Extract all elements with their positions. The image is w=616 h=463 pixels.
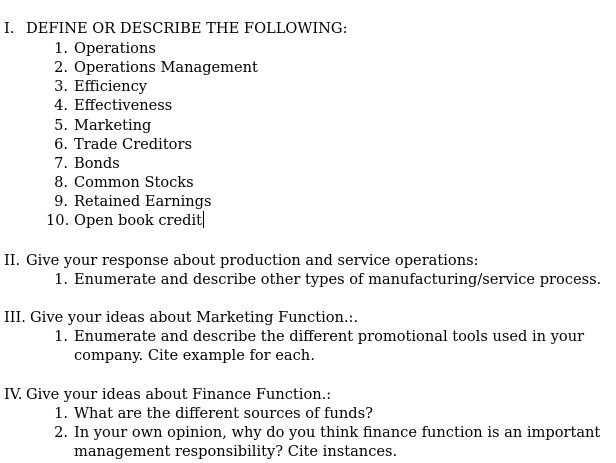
list-item-continuation: [0, 346, 616, 365]
section-3-header: [4, 308, 358, 327]
list-item: [0, 192, 616, 211]
list-item-text-content: Open book credit: [74, 212, 203, 229]
list-item-text: management responsibility? Cite instances.: [74, 443, 398, 460]
list-item: [0, 211, 616, 230]
list-item: [0, 173, 616, 192]
section-3-numeral: III.: [4, 309, 26, 326]
list-item-number: 4.: [54, 97, 68, 114]
list-item-text: Operations: [74, 40, 156, 57]
section-4-heading: Give your ideas about Finance Function.:: [26, 386, 332, 403]
list-item-text: Marketing: [74, 117, 152, 134]
list-item-number: 8.: [54, 174, 68, 191]
list-item-number: 3.: [54, 78, 68, 95]
section-2-numeral: II.: [4, 252, 21, 269]
list-item-number: 1.: [54, 328, 68, 345]
list-item: [0, 327, 616, 346]
list-item-text: Trade Creditors: [74, 136, 192, 153]
list-item-number: 5.: [54, 117, 68, 134]
list-item-text: In your own opinion, why do you think finance function is an important: [74, 424, 601, 441]
list-item-number: 6.: [54, 136, 68, 153]
list-item: [0, 77, 616, 96]
list-item-number: 2.: [54, 424, 68, 441]
list-item-text[interactable]: [74, 211, 204, 230]
list-item-text: Effectiveness: [74, 97, 173, 114]
list-item-number: 1.: [54, 271, 68, 288]
list-item-text: Common Stocks: [74, 174, 194, 191]
section-4-numeral: IV.: [4, 386, 23, 403]
list-item-text: Enumerate and describe the different promotional tools used in your: [74, 328, 585, 345]
list-item: [0, 154, 616, 173]
section-2-heading: Give your response about production and service operations:: [26, 252, 479, 269]
text-cursor: [203, 211, 204, 228]
list-item-continuation: [0, 442, 616, 461]
list-item-number: 10.: [46, 212, 70, 229]
list-item-text: Retained Earnings: [74, 193, 212, 210]
list-item-number: 9.: [54, 193, 68, 210]
list-item: [0, 404, 616, 423]
list-item-number: 2.: [54, 59, 68, 76]
list-item: [0, 39, 616, 58]
list-item-text: Operations Management: [74, 59, 258, 76]
list-item-text: Enumerate and describe other types of manufacturing/service process.: [74, 271, 602, 288]
section-1-heading: DEFINE OR DESCRIBE THE FOLLOWING:: [26, 20, 348, 37]
list-item: [0, 423, 616, 442]
section-3-heading: Give your ideas about Marketing Function.:.: [30, 309, 359, 326]
list-item: [0, 58, 616, 77]
list-item: [0, 135, 616, 154]
list-item-number: 1.: [54, 405, 68, 422]
list-item: [0, 116, 616, 135]
section-1-header: [4, 19, 347, 38]
list-item-text: What are the different sources of funds?: [74, 405, 373, 422]
list-item-text: Bonds: [74, 155, 120, 172]
list-item-text: Efficiency: [74, 78, 147, 95]
list-item-text: company. Cite example for each.: [74, 347, 315, 364]
section-1-numeral: I.: [4, 20, 15, 37]
list-item: [0, 96, 616, 115]
list-item: [0, 270, 616, 289]
section-2-header: [4, 251, 479, 270]
section-4-header: [4, 385, 331, 404]
list-item-number: 1.: [54, 40, 68, 57]
list-item-number: 7.: [54, 155, 68, 172]
